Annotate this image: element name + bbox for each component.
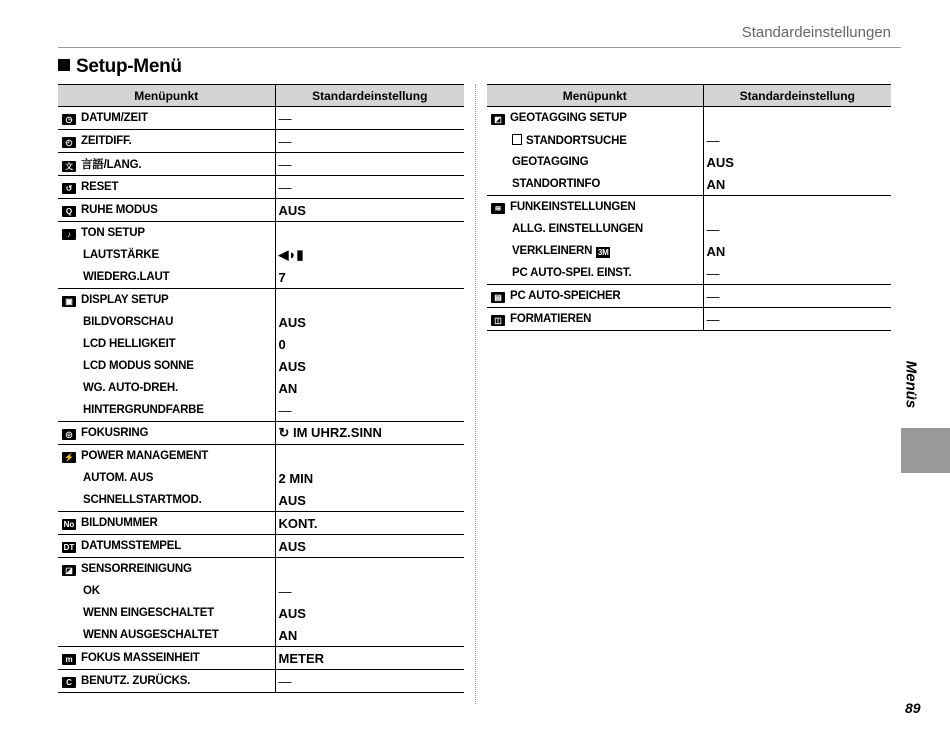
menu-item-label: LCD MODUS SONNE	[83, 360, 194, 372]
table-row	[487, 285, 891, 308]
default-value-cell: —	[278, 583, 292, 599]
menu-item-cell	[487, 196, 703, 219]
side-tab-marker	[901, 428, 950, 473]
menu-item-cell	[58, 199, 275, 222]
menu-item-cell	[58, 176, 275, 199]
language-icon: 文	[62, 161, 76, 172]
default-value-cell: —	[706, 132, 720, 148]
table-row	[58, 647, 464, 670]
default-value-cell: —	[275, 130, 464, 153]
default-value-cell: 7	[278, 269, 286, 285]
default-value-cell: —	[706, 221, 720, 237]
power-management-icon: ⚡	[62, 452, 76, 463]
default-value-cell: —	[275, 153, 464, 176]
table-row	[58, 467, 464, 489]
table-row	[58, 311, 464, 333]
menu-item-cell	[58, 558, 275, 581]
menu-item-label: PC AUTO-SPEICHER	[510, 289, 621, 302]
menu-item-cell	[58, 489, 275, 512]
page-header	[58, 22, 901, 48]
menu-item-cell	[487, 285, 703, 308]
header-default: Standardeinstellung	[703, 85, 891, 107]
default-value-cell	[275, 558, 464, 581]
default-value-cell	[275, 289, 464, 312]
menu-item-label: WIEDERG.LAUT	[83, 271, 170, 283]
side-tab-label	[900, 356, 950, 418]
user-reset-icon: C	[62, 677, 76, 688]
table-row	[58, 289, 464, 312]
table-row	[487, 107, 891, 130]
default-value-cell: —	[275, 107, 464, 130]
default-value-cell	[703, 196, 891, 219]
section-title	[58, 56, 182, 78]
menu-item-label: WENN AUSGESCHALTET	[83, 629, 219, 641]
default-value-cell: ◀◗▮	[278, 247, 304, 262]
table-row	[58, 624, 464, 647]
menu-item-cell	[58, 467, 275, 489]
side-label-text: Menüs	[902, 360, 920, 409]
default-value-cell: AUS	[278, 358, 306, 374]
default-value-cell: 2 MIN	[278, 470, 314, 486]
menu-item-cell	[487, 107, 703, 130]
section-square-icon	[58, 59, 70, 71]
default-value-cell: —	[278, 402, 292, 418]
default-value-cell: AN	[278, 380, 298, 396]
clock-icon: ◷	[62, 114, 76, 125]
default-value-cell: —	[703, 308, 891, 331]
menu-item-cell	[487, 262, 703, 285]
default-value-cell: AN	[278, 627, 298, 643]
table-row	[58, 602, 464, 624]
table-row	[58, 244, 464, 266]
menu-item-label: LCD HELLIGKEIT	[83, 338, 176, 350]
menu-item-label: BILDNUMMER	[81, 516, 158, 529]
menu-item-cell	[58, 153, 275, 176]
default-value-cell: AUS	[278, 314, 306, 330]
geotagging-icon: ◩	[491, 114, 505, 125]
menu-item-cell	[58, 222, 275, 245]
menu-item-label: AUTOM. AUS	[83, 472, 154, 484]
menu-item-label: DATUMSSTEMPEL	[81, 539, 182, 552]
wireless-icon: ≋	[491, 203, 505, 214]
format-icon: ◫	[491, 315, 505, 326]
menu-item-cell	[58, 399, 275, 422]
menu-item-label: SCHNELLSTARTMOD.	[83, 494, 202, 506]
default-value-cell: AN	[706, 243, 726, 259]
table-row	[487, 173, 891, 196]
menu-item-cell	[58, 289, 275, 312]
focus-ring-icon: ◎	[62, 429, 76, 440]
default-value-cell	[703, 107, 891, 130]
menu-item-label: FUNKEINSTELLUNGEN	[510, 200, 636, 213]
menu-item-label: FORMATIEREN	[510, 312, 592, 325]
menu-item-label: ZEITDIFF.	[81, 134, 132, 147]
default-value-cell: ↻ IM UHRZ.SINN	[275, 422, 464, 445]
default-value-cell: —	[706, 265, 720, 281]
menu-item-label: OK	[83, 585, 100, 597]
date-stamp-icon: DT	[63, 542, 75, 552]
menu-item-label: PC AUTO-SPEI. EINST.	[512, 267, 632, 279]
menu-item-label: BILDVORSCHAU	[83, 316, 174, 328]
table-row	[58, 445, 464, 468]
default-value-cell: AUS	[278, 492, 306, 508]
table-row	[58, 355, 464, 377]
table-row	[487, 129, 891, 151]
menu-item-cell	[58, 107, 275, 130]
header-title: Standardeinstellungen	[741, 24, 891, 41]
reset-icon: ↺	[62, 183, 76, 194]
menu-item-cell	[58, 355, 275, 377]
menu-item-cell	[58, 602, 275, 624]
default-value-cell: —	[275, 670, 464, 693]
menu-item-cell	[487, 129, 703, 151]
menu-item-cell	[58, 670, 275, 693]
menu-item-label: 言語/LANG.	[81, 159, 142, 171]
table-row	[58, 199, 464, 222]
default-value-cell: AUS	[275, 199, 464, 222]
menu-item-cell	[58, 130, 275, 153]
menu-item-cell	[58, 311, 275, 333]
menu-item-cell	[58, 580, 275, 602]
default-value-cell	[275, 222, 464, 245]
table-row	[58, 153, 464, 176]
table-row	[58, 399, 464, 422]
menu-item-cell	[58, 422, 275, 445]
table-row	[58, 377, 464, 399]
size-3m-icon: 3M	[597, 247, 609, 257]
table-row	[58, 580, 464, 602]
menu-item-label: STANDORTINFO	[512, 178, 601, 190]
menu-item-label: GEOTAGGING	[512, 156, 589, 168]
default-value-cell	[275, 445, 464, 468]
menu-item-label: VERKLEINERN	[512, 244, 593, 257]
menu-item-label: FOKUS MASSEINHEIT	[81, 651, 200, 664]
menu-item-label: WG. AUTO-DREH.	[83, 382, 178, 394]
menu-item-cell	[58, 624, 275, 647]
default-value-cell: AUS	[706, 154, 734, 170]
menu-item-label: LAUTSTÄRKE	[83, 249, 159, 261]
default-value-cell: AN	[706, 176, 726, 192]
table-row	[58, 512, 464, 535]
table-row	[58, 176, 464, 199]
table-row	[58, 266, 464, 289]
default-value-cell: —	[703, 285, 891, 308]
right-settings-table	[487, 84, 891, 331]
menu-item-cell	[58, 377, 275, 399]
menu-item-label: DATUM/ZEIT	[81, 111, 148, 124]
default-value-cell: METER	[275, 647, 464, 670]
menu-item-label: RESET	[81, 180, 119, 193]
menu-item-label: HINTERGRUNDFARBE	[83, 404, 204, 416]
menu-item-cell	[487, 218, 703, 240]
smartphone-icon	[512, 134, 522, 145]
menu-item-cell	[58, 266, 275, 289]
quiet-mode-icon: Q	[62, 206, 76, 217]
menu-item-cell	[58, 535, 275, 558]
menu-item-cell	[487, 240, 703, 262]
menu-item-cell	[58, 512, 275, 535]
left-settings-table	[58, 84, 464, 693]
default-value-cell: AUS	[275, 535, 464, 558]
menu-item-label: ALLG. EINSTELLUNGEN	[512, 223, 644, 235]
menu-item-label: WENN EINGESCHALTET	[83, 607, 214, 619]
menu-item-cell	[58, 647, 275, 670]
display-setup-icon: ▣	[62, 296, 76, 307]
table-row	[487, 240, 891, 262]
table-row	[58, 535, 464, 558]
table-row	[58, 333, 464, 355]
table-row	[58, 670, 464, 693]
table-row	[58, 422, 464, 445]
focus-scale-units-icon: m	[62, 654, 76, 665]
menu-item-label: DISPLAY SETUP	[81, 293, 169, 306]
header-menu-item: Menüpunkt	[58, 85, 275, 107]
default-value-cell: —	[275, 176, 464, 199]
section-title-text: Setup-Menü	[76, 56, 182, 77]
header-default: Standardeinstellung	[275, 85, 464, 107]
table-row	[487, 308, 891, 331]
menu-item-label: SENSORREINIGUNG	[81, 562, 192, 575]
menu-item-label: GEOTAGGING SETUP	[510, 111, 627, 124]
table-row	[487, 218, 891, 240]
default-value-cell: KONT.	[275, 512, 464, 535]
default-value-cell: AUS	[278, 605, 306, 621]
menu-item-label: POWER MANAGEMENT	[81, 449, 209, 462]
sound-setup-icon: ♪	[62, 229, 76, 240]
frame-number-icon: No	[63, 519, 75, 529]
time-difference-icon: ◴	[62, 137, 76, 148]
table-row	[487, 196, 891, 219]
menu-item-cell	[58, 445, 275, 468]
table-row	[487, 262, 891, 285]
menu-item-label: TON SETUP	[81, 226, 145, 239]
menu-item-label: STANDORTSUCHE	[526, 134, 627, 147]
page-number: 89	[905, 700, 921, 716]
menu-item-label: BENUTZ. ZURÜCKS.	[81, 674, 191, 687]
menu-item-cell	[58, 244, 275, 266]
menu-item-cell	[487, 151, 703, 173]
column-separator	[475, 84, 476, 704]
table-row	[58, 558, 464, 581]
table-row	[58, 107, 464, 130]
menu-item-cell	[487, 173, 703, 196]
table-row	[58, 489, 464, 512]
header-menu-item: Menüpunkt	[487, 85, 703, 107]
pc-autosave-icon: ▤	[491, 292, 505, 303]
menu-item-label: RUHE MODUS	[81, 203, 158, 216]
table-row	[487, 151, 891, 173]
menu-item-cell	[58, 333, 275, 355]
default-value-cell: 0	[278, 336, 286, 352]
menu-item-label: FOKUSRING	[81, 426, 149, 439]
table-row	[58, 222, 464, 245]
table-row	[58, 130, 464, 153]
sensor-cleaning-icon: ◪	[62, 565, 76, 576]
menu-item-cell	[487, 308, 703, 331]
